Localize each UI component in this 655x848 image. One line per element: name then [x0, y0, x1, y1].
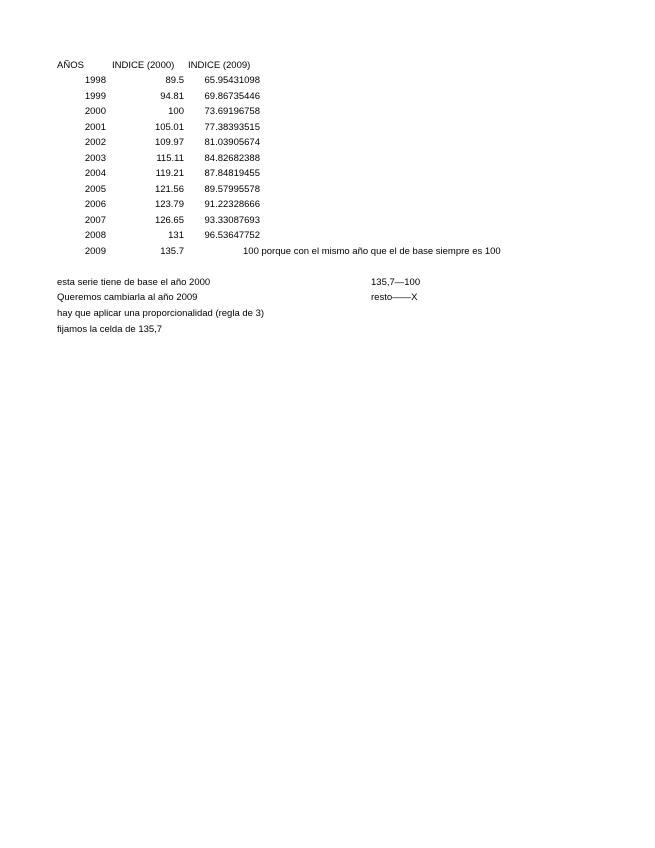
- cell-year: 1999: [84, 90, 106, 102]
- header-index-2009: INDICE (2009): [188, 60, 251, 71]
- cell-index-2009: 77.38393515: [204, 121, 260, 133]
- table-row: [0, 106, 655, 121]
- cell-index-2009: 84.82682388: [204, 152, 260, 164]
- cell-year: 2000: [84, 106, 106, 117]
- cell-year: 2004: [84, 168, 106, 179]
- cell-index-2000: 100: [168, 106, 184, 117]
- cell-index-2009: 81.03905674: [204, 137, 260, 148]
- cell-index-2000: 105.01: [154, 121, 184, 133]
- header-years: AÑOS: [57, 60, 84, 71]
- note-line-1: esta serie tiene de base el año 2000: [57, 277, 211, 288]
- cell-index-2000: 126.65: [154, 214, 184, 226]
- cell-year: 2009: [84, 245, 106, 257]
- cell-year: 2005: [84, 183, 106, 195]
- table-row: [0, 91, 655, 106]
- cell-index-2000: 109.97: [154, 137, 184, 148]
- cell-year: 2002: [84, 137, 106, 148]
- cell-index-2000: 121.56: [154, 183, 184, 195]
- table-row: [0, 75, 655, 90]
- cell-year: 2007: [84, 214, 106, 226]
- note-line-2: Queremos cambiarla al año 2009: [57, 292, 198, 303]
- cell-index-2009: 93.33087693: [204, 214, 260, 226]
- table-row: [0, 137, 655, 152]
- cell-year: 2008: [84, 230, 106, 241]
- cell-index-2000: 119.21: [155, 168, 184, 179]
- cell-index-2000: 94.81: [160, 90, 184, 102]
- cell-note: 100 porque con el mismo año que el de base siempre es 100: [243, 245, 501, 257]
- header-index-2000: INDICE (2000): [112, 60, 175, 71]
- note-line-4: fijamos la celda de 135,7: [57, 324, 163, 335]
- table-row: [0, 184, 655, 199]
- table-row: [0, 246, 655, 261]
- cell-index-2009: 73.69196758: [204, 106, 260, 117]
- table-row: [0, 215, 655, 230]
- cell-index-2000: 123.79: [154, 199, 184, 210]
- cell-index-2000: 131: [168, 230, 184, 241]
- cell-year: 2006: [84, 199, 106, 210]
- table-row: [0, 168, 655, 183]
- proportion-note-2: resto——X: [371, 292, 418, 303]
- cell-year: 2003: [84, 152, 106, 164]
- table-row: [0, 153, 655, 168]
- cell-index-2000: 89.5: [165, 75, 184, 86]
- cell-index-2009: 96.53647752: [204, 230, 260, 241]
- table-row: [0, 122, 655, 137]
- cell-index-2009: 65.95431098: [204, 75, 260, 86]
- table-row: [0, 230, 655, 245]
- table-row: [0, 199, 655, 214]
- cell-index-2000: 135.7: [160, 245, 184, 257]
- cell-index-2000: 115.11: [156, 152, 184, 164]
- cell-index-2009: 87.84819455: [204, 168, 260, 179]
- note-line-3: hay que aplicar una proporcionalidad (regla de 3): [57, 308, 265, 319]
- cell-index-2009: 89.57995578: [204, 183, 260, 195]
- cell-index-2009: 91.22328666: [204, 199, 260, 210]
- cell-year: 2001: [84, 121, 106, 133]
- cell-year: 1998: [84, 75, 106, 86]
- cell-index-2009: 69.86735446: [204, 90, 260, 102]
- proportion-note-1: 135,7—100: [371, 277, 421, 288]
